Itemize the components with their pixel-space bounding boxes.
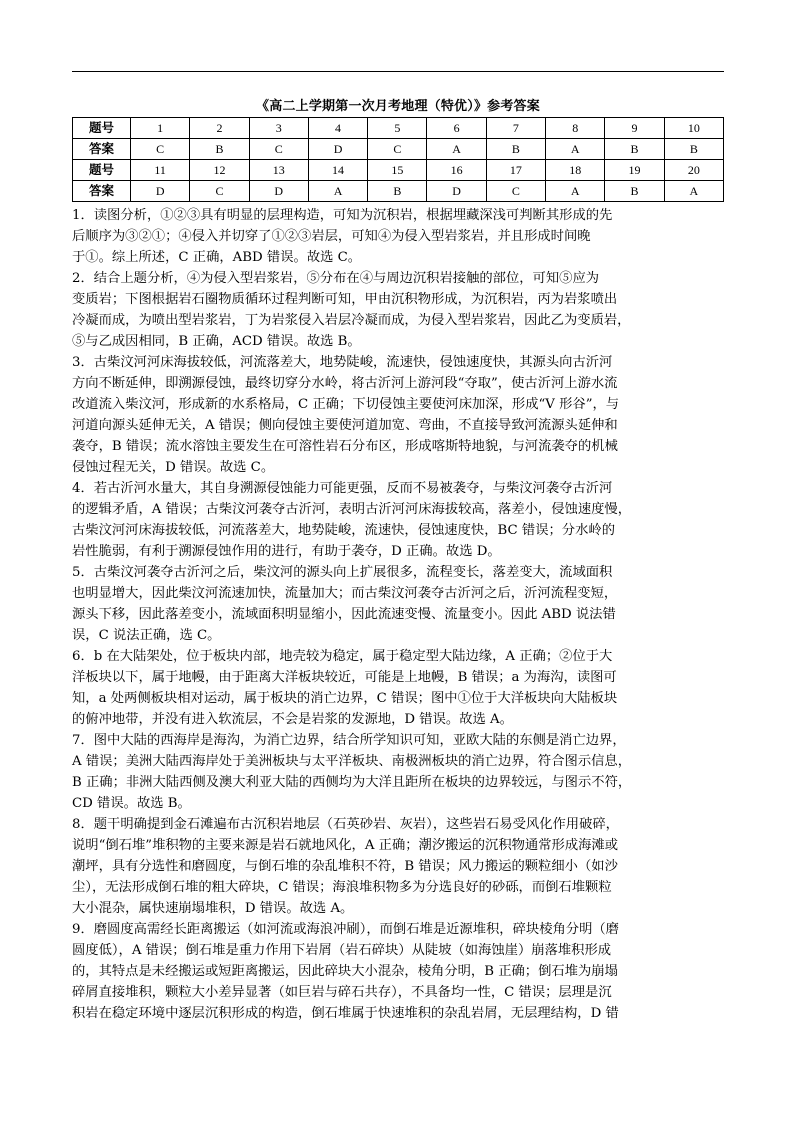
answer-cell: A — [427, 139, 486, 160]
explanation-line: 于①。综上所述，C 正确，ABD 错误。故选 C。 — [72, 250, 362, 265]
answer-cell: A — [546, 181, 605, 202]
explanation-line: 9．磨圆度高需经长距离搬运（如河流或海浪冲刷），而倒石堆是近源堆积，碎块棱角分明（磨 — [72, 922, 619, 937]
explanation-q9 — [72, 919, 727, 1024]
question-number-cell: 20 — [664, 160, 723, 181]
question-number-cell: 7 — [486, 118, 545, 139]
question-number-cell: 6 — [427, 118, 486, 139]
document-title: 《高二上学期第一次月考地理（特优）》参考答案 — [256, 99, 540, 114]
answer-table-row — [73, 139, 724, 160]
explanation-line: 源头下移，因此落差变小，流域面积明显缩小，因此流速变慢、流量变小。因此 ABD 说法错 — [72, 607, 616, 622]
explanation-line: 说明“倒石堆”堆积物的主要来源是岩石就地风化，A 正确；潮汐搬运的沉积物通常形成海滩或 — [72, 838, 619, 853]
explanation-q5 — [72, 562, 727, 646]
explanation-line: 5．古柴汶河袭夺古沂河之后，柴汶河的源头向上扩展很多，流程变长，落差变大，流域面积 — [72, 565, 613, 580]
question-number-cell: 4 — [308, 118, 367, 139]
explanation-q3 — [72, 352, 727, 478]
answer-cell: A — [308, 181, 367, 202]
row-header: 答案 — [73, 139, 131, 160]
answer-cell: C — [249, 139, 308, 160]
answer-table-row — [73, 181, 724, 202]
explanation-line: 改道流入柴汶河，形成新的水系格局，C 正确；下切侵蚀主要使河床加深，形成“V 形谷”，与 — [72, 397, 620, 412]
explanation-line: 6．b 在大陆架处，位于板块内部，地壳较为稳定，属于稳定型大陆边缘，A 正确；②位于大 — [72, 649, 613, 664]
answer-table-row — [73, 160, 724, 181]
explanation-line: 大小混杂，属快速崩塌堆积，D 错误。故选 A。 — [72, 901, 354, 916]
explanation-line: 4．若古沂河水量大，其自身溯源侵蚀能力可能更强，反而不易被袭夺，与柴汶河袭夺古沂河 — [72, 481, 613, 496]
explanation-line: 知，a 处两侧板块相对运动，属于板块的消亡边界，C 错误；图中①位于大洋板块向大陆板块 — [72, 691, 618, 706]
question-number-cell: 5 — [368, 118, 427, 139]
explanation-line: B 正确；非洲大陆西侧及澳大利亚大陆的西侧均为大洋且距所在板块的边界较远，与图示不符， — [72, 775, 632, 790]
answer-cell: B — [664, 139, 723, 160]
question-number-cell: 17 — [486, 160, 545, 181]
question-number-cell: 18 — [546, 160, 605, 181]
explanation-q2 — [72, 268, 727, 352]
question-number-cell: 12 — [190, 160, 249, 181]
explanation-q8 — [72, 814, 727, 919]
explanation-line: 误，C 说法正确，选 C。 — [72, 628, 221, 643]
answer-cell: A — [546, 139, 605, 160]
answer-cell: C — [486, 181, 545, 202]
question-number-cell: 1 — [131, 118, 190, 139]
explanation-line: 8．题干明确提到金石滩遍布古沉积岩地层（石英砂岩、灰岩），这些岩石易受风化作用破碎， — [72, 817, 619, 832]
explanation-line: 的俯冲地带，并没有进入软流层，不会是岩浆的发源地，D 错误。故选 A。 — [72, 712, 513, 727]
answer-table — [72, 117, 724, 202]
explanation-line: 的逻辑矛盾，A 错误；古柴汶河袭夺古沂河，表明古沂河河床海拔较高，落差小，侵蚀速度慢， — [72, 502, 631, 517]
question-number-cell: 16 — [427, 160, 486, 181]
answer-cell: B — [368, 181, 427, 202]
answer-cell: C — [131, 139, 190, 160]
explanation-line: 7．图中大陆的西海岸是海沟，为消亡边界，结合所学知识可知，亚欧大陆的东侧是消亡边界， — [72, 733, 626, 748]
answer-cell: B — [190, 139, 249, 160]
question-number-cell: 10 — [664, 118, 723, 139]
explanation-line: A 错误；美洲大陆西海岸处于美洲板块与太平洋板块、南极洲板块的消亡边界，符合图示信息， — [72, 754, 631, 769]
explanation-line: 袭夺，B 错误；流水溶蚀主要发生在可溶性岩石分布区，形成喀斯特地貌，与河流袭夺的机械 — [72, 439, 618, 454]
explanation-line: ⑤与乙成因相同，B 正确，ACD 错误。故选 B。 — [72, 334, 361, 349]
question-number-cell: 9 — [605, 118, 664, 139]
explanation-q1 — [72, 205, 727, 268]
row-header: 题号 — [73, 118, 131, 139]
answer-cell: D — [131, 181, 190, 202]
answer-cell: D — [308, 139, 367, 160]
explanation-line: 碎屑直接堆积，颗粒大小差异显著（如巨岩与碎石共存），不具备均一性，C 错误；层理是沉 — [72, 985, 612, 1000]
explanation-q4 — [72, 478, 727, 562]
explanation-line: 岩性脆弱，有利于溯源侵蚀作用的进行，有助于袭夺，D 正确。故选 D。 — [72, 544, 501, 559]
explanation-line: 2．结合上题分析，④为侵入型岩浆岩，⑤分布在④与周边沉积岩接触的部位，可知⑤应为 — [72, 271, 600, 286]
explanations — [72, 205, 727, 1024]
explanation-line: 冷凝而成，为喷出型岩浆岩，丁为岩浆侵入岩层冷凝而成，为侵入型岩浆岩，因此乙为变质岩， — [72, 313, 631, 328]
explanation-line: 尘），无法形成倒石堆的粗大碎块，C 错误；海浪堆积物多为分选良好的砂砾，而倒石堆颗粒 — [72, 880, 612, 895]
explanation-line: 变质岩；下图根据岩石圈物质循环过程判断可知，甲由沉积物形成，为沉积岩，丙为岩浆喷出 — [72, 292, 618, 307]
explanation-line: 方向不断延伸，即溯源侵蚀，最终切穿分水岭，将古沂河上游河段“夺取”，使古沂河上游水流 — [72, 376, 618, 391]
explanation-q6 — [72, 646, 727, 730]
explanation-line: CD 错误。故选 B。 — [72, 796, 191, 811]
header-rule — [72, 71, 724, 72]
answer-cell: D — [249, 181, 308, 202]
explanation-line: 积岩在稳定环境中逐层沉积形成的构造，倒石堆属于快速堆积的杂乱岩屑，无层理结构，D 错 — [72, 1006, 619, 1021]
question-number-cell: 8 — [546, 118, 605, 139]
question-number-cell: 19 — [605, 160, 664, 181]
row-header: 题号 — [73, 160, 131, 181]
answer-cell: C — [190, 181, 249, 202]
explanation-line: 洋板块以下，属于地幔，由于距离大洋板块较近，可能是上地幔，B 错误；a 为海沟，读图可 — [72, 670, 617, 685]
explanation-line: 河道向源头延伸无关，A 错误；侧向侵蚀主要使河道加宽、弯曲，不直接导致河流源头延伸和 — [72, 418, 618, 433]
explanation-line: 的，其特点是未经搬运或短距离搬运，因此碎块大小混杂，棱角分明，B 正确；倒石堆为崩塌 — [72, 964, 618, 979]
question-number-cell: 11 — [131, 160, 190, 181]
question-number-cell: 15 — [368, 160, 427, 181]
explanation-q7 — [72, 730, 727, 814]
answer-cell: B — [605, 139, 664, 160]
answer-cell: D — [427, 181, 486, 202]
answer-cell: A — [664, 181, 723, 202]
question-number-cell: 14 — [308, 160, 367, 181]
explanation-line: 后顺序为③②①；④侵入并切穿了①②③岩层，可知④为侵入型岩浆岩，并且形成时间晚 — [72, 229, 591, 244]
explanation-line: 圆度低），A 错误；倒石堆是重力作用下岩屑（岩石碎块）从陡坡（如海蚀崖）崩落堆积形成 — [72, 943, 612, 958]
answer-table-row — [73, 118, 724, 139]
explanation-line: 侵蚀过程无关，D 错误。故选 C。 — [72, 460, 275, 475]
explanation-line: 1．读图分析，①②③具有明显的层理构造，可知为沉积岩，根据埋藏深浅可判断其形成的先 — [72, 208, 613, 223]
answer-cell: C — [368, 139, 427, 160]
question-number-cell: 13 — [249, 160, 308, 181]
explanation-line: 潮坪，具有分选性和磨圆度，与倒石堆的杂乱堆积不符，B 错误；风力搬运的颗粒细小（如沙 — [72, 859, 618, 874]
question-number-cell: 2 — [190, 118, 249, 139]
answer-cell: B — [486, 139, 545, 160]
explanation-line: 也明显增大，因此柴汶河流速加快，流量加大；而古柴汶河袭夺古沂河之后，沂河流程变短， — [72, 586, 618, 601]
row-header: 答案 — [73, 181, 131, 202]
explanation-line: 古柴汶河河床海拔较低，河流落差大，地势陡峻，流速快，侵蚀速度快，BC 错误；分水岭的 — [72, 523, 615, 538]
answer-cell: B — [605, 181, 664, 202]
question-number-cell: 3 — [249, 118, 308, 139]
explanation-line: 3．古柴汶河河床海拔较低，河流落差大，地势陡峻，流速快，侵蚀速度快，其源头向古沂河 — [72, 355, 613, 370]
